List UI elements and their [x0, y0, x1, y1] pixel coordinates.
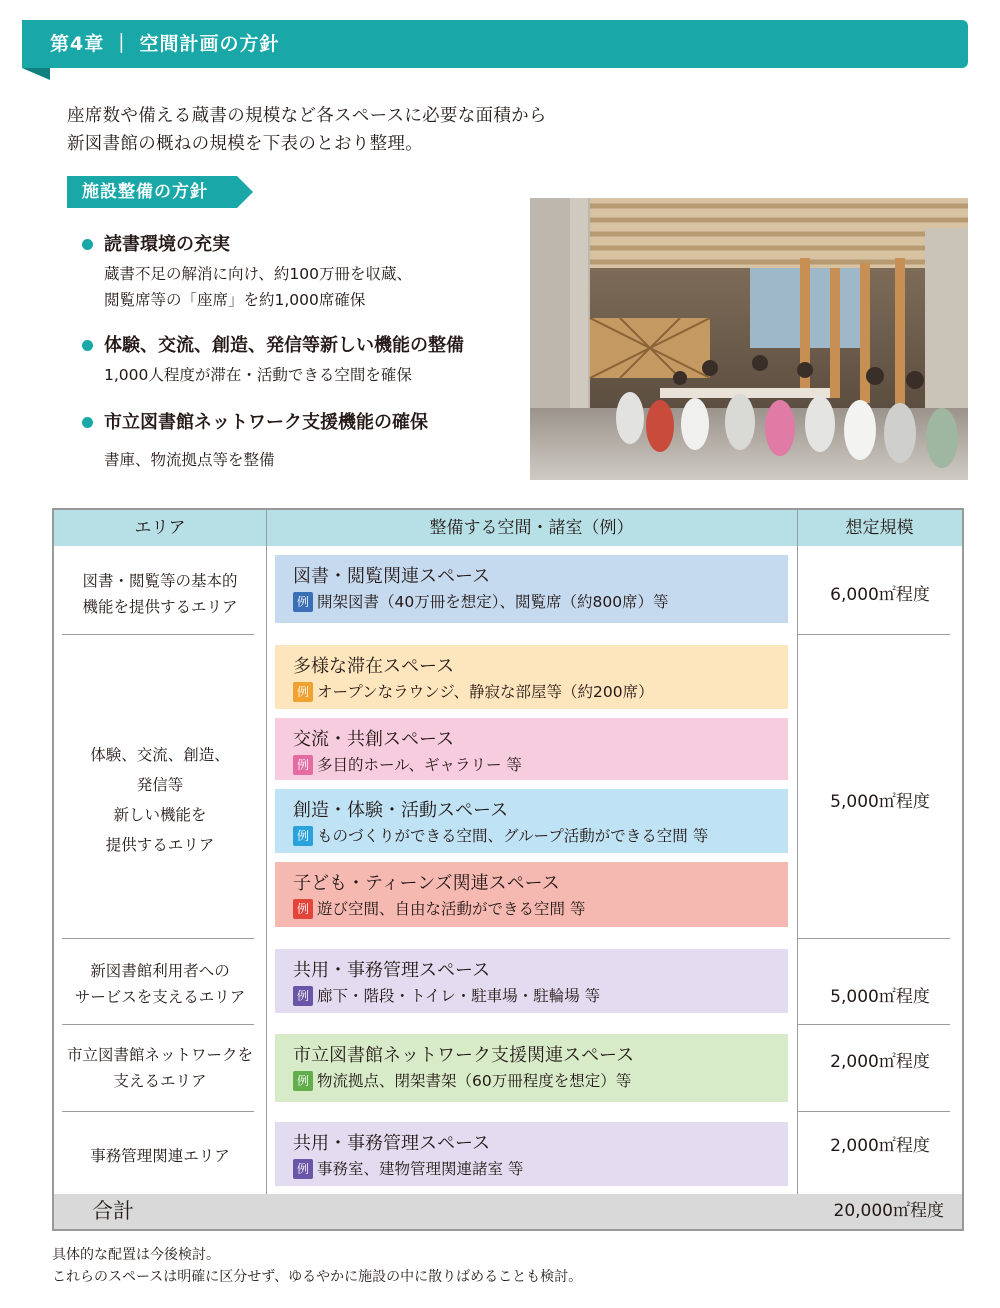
space-example-text: 開架図書（40万冊を想定）、閲覧席（約800席）等	[317, 593, 669, 611]
bullet-dot-icon	[82, 417, 93, 428]
space-scale-table	[52, 508, 964, 1231]
area-line: 提供するエリア	[105, 836, 215, 854]
example-tag: 例	[293, 899, 313, 919]
library-interior-illustration	[530, 198, 968, 480]
row-divider	[797, 1024, 950, 1025]
area-line: 図書・閲覧等の基本的	[82, 572, 238, 590]
row-divider	[797, 1111, 950, 1112]
space-box	[275, 1034, 788, 1102]
space-example-text: 遊び空間、自由な活動ができる空間 等	[317, 900, 586, 918]
policy-item-desc: 閲覧席等の「座席」を約1,000席確保	[104, 291, 366, 309]
example-tag: 例	[293, 755, 313, 775]
row-divider	[797, 938, 950, 939]
area-cell	[54, 1042, 266, 1094]
scale-value: 2,000㎡程度	[830, 1136, 930, 1156]
example-tag: 例	[293, 1159, 313, 1179]
space-box	[275, 718, 788, 780]
space-example	[293, 754, 522, 776]
space-example-text: オープンなラウンジ、静寂な部屋等（約200席）	[317, 683, 654, 701]
area-line: 市立図書館ネットワークを	[66, 1046, 253, 1064]
policy-label-arrow	[237, 176, 253, 208]
space-name: 子ども・ティーンズ関連スペース	[293, 873, 560, 894]
example-tag: 例	[293, 986, 313, 1006]
area-line: 新図書館利用者への	[90, 962, 230, 980]
policy-item-title: 体験、交流、創造、発信等新しい機能の整備	[104, 335, 464, 356]
example-tag: 例	[293, 682, 313, 702]
example-tag: 例	[293, 592, 313, 612]
total-value: 20,000㎡程度	[833, 1201, 944, 1221]
intro-line: 新図書館の概ねの規模を下表のとおり整理。	[67, 134, 423, 154]
library-interior-photo	[530, 198, 968, 480]
chapter-title: 第4章 ｜ 空間計画の方針	[50, 33, 280, 55]
space-example	[293, 898, 585, 920]
area-line: 発信等	[136, 776, 184, 794]
space-example-text: 多目的ホール、ギャラリー 等	[317, 756, 522, 774]
space-example-text: 事務室、建物管理関連諸室 等	[317, 1160, 524, 1178]
column-header-scale: 想定規模	[845, 518, 914, 538]
space-name: 多様な滞在スペース	[293, 656, 455, 677]
area-line: 事務管理関連エリア	[90, 1147, 230, 1165]
area-cell	[54, 958, 266, 1010]
area-cell	[54, 1143, 266, 1169]
area-line: 支えるエリア	[113, 1072, 207, 1090]
row-divider	[62, 1111, 254, 1112]
space-example	[293, 985, 600, 1007]
space-name: 共用・事務管理スペース	[293, 960, 491, 981]
scale-value: 5,000㎡程度	[830, 792, 930, 812]
intro-line: 座席数や備える蔵書の規模など各スペースに必要な面積から	[67, 106, 547, 126]
scale-value: 5,000㎡程度	[830, 987, 930, 1007]
space-example	[293, 1070, 631, 1092]
policy-label: 施設整備の方針	[67, 176, 237, 208]
total-row	[54, 1194, 962, 1229]
row-divider	[797, 634, 950, 635]
intro-text	[67, 102, 547, 158]
policy-item-title: 読書環境の充実	[104, 234, 230, 255]
table-header	[54, 510, 962, 546]
space-example	[293, 591, 669, 613]
row-divider	[62, 1024, 254, 1025]
policy-item-desc: 1,000人程度が滞在・活動できる空間を確保	[104, 366, 412, 384]
scale-value: 6,000㎡程度	[830, 585, 930, 605]
bullet-dot-icon	[82, 239, 93, 250]
space-name: 図書・閲覧関連スペース	[293, 566, 491, 587]
space-name: 交流・共創スペース	[293, 729, 455, 750]
space-name: 創造・体験・活動スペース	[293, 800, 509, 821]
space-example	[293, 825, 708, 847]
scale-value: 2,000㎡程度	[830, 1052, 930, 1072]
column-divider	[266, 510, 267, 1194]
policy-item-desc: 蔵書不足の解消に向け、約100万冊を収蔵、	[104, 265, 412, 283]
policy-item-desc: 書庫、物流拠点等を整備	[104, 451, 275, 469]
space-box	[275, 645, 788, 709]
column-header-spaces: 整備する空間・諸室（例）	[429, 518, 634, 538]
example-tag: 例	[293, 826, 313, 846]
bullet-dot-icon	[82, 340, 93, 351]
space-box	[275, 862, 788, 927]
column-header-area: エリア	[134, 518, 186, 538]
space-box	[275, 949, 788, 1013]
space-box	[275, 789, 788, 853]
row-divider	[62, 938, 254, 939]
chapter-header	[22, 20, 968, 68]
column-divider	[797, 510, 798, 1194]
space-box	[275, 1122, 788, 1186]
space-name: 市立図書館ネットワーク支援関連スペース	[293, 1045, 635, 1066]
row-divider	[62, 634, 254, 635]
area-line: 体験、交流、創造、	[90, 746, 230, 764]
footnote: 具体的な配置は今後検討。	[52, 1247, 220, 1263]
area-line: 新しい機能を	[113, 806, 207, 824]
space-example-text: ものづくりができる空間、グループ活動ができる空間 等	[317, 827, 709, 845]
space-example-text: 物流拠点、閉架書架（60万冊程度を想定）等	[317, 1072, 632, 1090]
policy-item-title: 市立図書館ネットワーク支援機能の確保	[104, 412, 428, 433]
footnote: これらのスペースは明確に区分せず、ゆるやかに施設の中に散りばめることも検討。	[52, 1269, 583, 1285]
space-example	[293, 1158, 523, 1180]
example-tag: 例	[293, 1071, 313, 1091]
area-cell	[54, 568, 266, 620]
area-line: サービスを支えるエリア	[74, 988, 246, 1006]
space-name: 共用・事務管理スペース	[293, 1133, 491, 1154]
area-cell	[54, 740, 266, 860]
space-example	[293, 681, 654, 703]
header-fold-decoration	[22, 68, 50, 80]
space-example-text: 廊下・階段・トイレ・駐車場・駐輪場 等	[317, 987, 601, 1005]
area-line: 機能を提供するエリア	[82, 598, 238, 616]
space-box	[275, 555, 788, 623]
total-label: 合計	[92, 1199, 134, 1223]
